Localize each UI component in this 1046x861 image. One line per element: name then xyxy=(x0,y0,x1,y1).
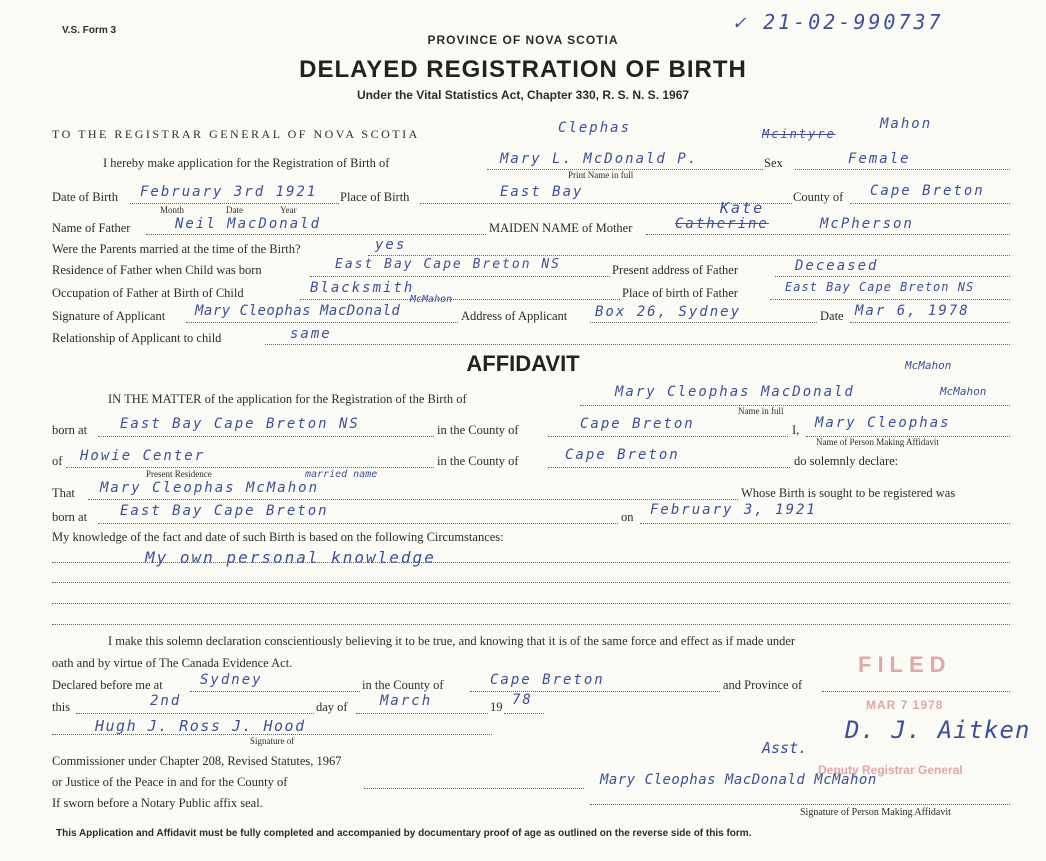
name-above-right-value: Mahon xyxy=(880,116,933,132)
filed-stamp: FILED xyxy=(858,652,952,677)
sig-person-caption: Signature of Person Making Affidavit xyxy=(800,807,951,818)
county3-line xyxy=(470,691,720,692)
commissioner-label: Commissioner under Chapter 208, Revised Statutes, 1967 xyxy=(52,754,342,768)
residence-label: Residence of Father when Child was born xyxy=(52,263,262,277)
year-caption: Year xyxy=(280,205,297,215)
sex-label: Sex xyxy=(764,156,783,170)
father-line xyxy=(146,234,486,235)
relationship-label: Relationship of Applicant to child xyxy=(52,331,222,345)
father-label: Name of Father xyxy=(52,221,131,235)
place-birth-father-label: Place of birth of Father xyxy=(622,286,738,300)
residence-affidavit-line xyxy=(66,467,434,468)
day-of-label: day of xyxy=(316,700,348,714)
signature-of-caption: Signature of xyxy=(250,736,295,746)
child-name-value: Mary L. McDonald P. xyxy=(500,151,699,167)
knowledge-line-3 xyxy=(52,603,1010,604)
signature-value: Mary Cleophas MacDonald xyxy=(195,303,401,319)
address-line xyxy=(590,322,817,323)
filed-date-stamp: MAR 7 1978 xyxy=(866,698,944,712)
address-label: Address of Applicant xyxy=(461,309,568,323)
present-address-line xyxy=(775,276,1010,277)
born-at2-label: born at xyxy=(52,510,88,524)
place-birth-father-line xyxy=(770,299,1010,300)
registrar-signature: D. J. Aitken xyxy=(845,716,1031,744)
matter-label: IN THE MATTER of the application for the Registration of the Birth of xyxy=(108,392,467,406)
hereby-label: I hereby make application for the Registration of Birth of xyxy=(103,156,390,170)
year-line xyxy=(504,713,544,714)
that-value: Mary Cleophas McMahon xyxy=(100,480,320,496)
person-signature: Mary Cleophas MacDonald McMahon xyxy=(600,772,877,788)
i-label: I, xyxy=(792,423,800,437)
married-value: yes xyxy=(375,237,407,253)
month-caption: Month xyxy=(160,205,185,215)
signature-above-value: McMahon xyxy=(410,294,453,305)
sex-line xyxy=(795,169,1010,170)
affidavit-name-above-value: McMahon xyxy=(905,359,952,372)
knowledge-label: My knowledge of the fact and date of such Birth is based on the following Circumstances: xyxy=(52,530,504,544)
name-struck-value: Mcintyre xyxy=(762,127,836,141)
county3-value: Cape Breton xyxy=(490,672,605,688)
born-at-value: East Bay Cape Breton NS xyxy=(120,416,360,432)
solemn-line-1: I make this solemn declaration conscientiously believing it to be true, and knowing that it is of the same force and effect as if made under xyxy=(108,634,796,648)
year-value: 78 xyxy=(512,692,533,708)
dob-line xyxy=(130,203,339,204)
county-value: Cape Breton xyxy=(870,183,985,199)
residence-value: East Bay Cape Breton NS xyxy=(335,257,562,272)
mother-struck-value: Catherine xyxy=(675,216,769,232)
married-label: Were the Parents married at the time of the Birth? xyxy=(52,242,301,256)
knowledge-line-1 xyxy=(52,562,1010,563)
justice-line xyxy=(364,788,584,789)
affidavit-title: AFFIDAVIT xyxy=(466,351,580,376)
born-at-line xyxy=(98,436,434,437)
declared-line xyxy=(190,691,360,692)
occupation-value: Blacksmith xyxy=(310,280,415,296)
date-field-label: Date xyxy=(820,309,844,323)
notary-label: If sworn before a Notary Public affix seal. xyxy=(52,796,263,810)
knowledge-value: My own personal knowledge xyxy=(145,548,436,567)
that-label: That xyxy=(52,486,75,500)
address-value: Box 26, Sydney xyxy=(595,304,742,320)
province-heading: PROVINCE OF NOVA SCOTIA xyxy=(427,33,619,47)
occupation-line xyxy=(300,299,620,300)
declared-label: Declared before me at xyxy=(52,678,163,692)
solemn-line-2: oath and by virtue of The Canada Evidence Act. xyxy=(52,656,293,670)
relationship-line xyxy=(265,344,1010,345)
place-of-birth-value: East Bay xyxy=(500,184,584,200)
affidavit-name-value: Mary Cleophas MacDonald xyxy=(615,384,855,400)
place-of-birth-label: Place of Birth xyxy=(340,190,410,204)
matter-line xyxy=(580,405,1010,406)
on-line xyxy=(640,523,1010,524)
commissioner-signature: Hugh J. Ross J. Hood xyxy=(95,717,306,735)
on-value: February 3, 1921 xyxy=(650,502,817,518)
name-in-full-caption: Name in full xyxy=(738,406,784,416)
knowledge-line-2 xyxy=(52,582,1010,583)
on-label: on xyxy=(621,510,634,524)
justice-label: or Justice of the Peace in and for the County of xyxy=(52,775,288,789)
sex-value: Female xyxy=(848,151,911,167)
mother-label: MAIDEN NAME of Mother xyxy=(489,221,633,235)
person-value: Mary Cleophas xyxy=(815,415,951,431)
file-number: ✓ 21-02-990737 xyxy=(733,10,944,34)
date-field-line xyxy=(850,322,1010,323)
occupation-label: Occupation of Father at Birth of Child xyxy=(52,286,244,300)
county2-value: Cape Breton xyxy=(565,447,680,463)
month-line xyxy=(356,713,488,714)
that-above-value: married name xyxy=(305,469,378,480)
province-line xyxy=(822,691,1010,692)
present-address-label: Present address of Father xyxy=(612,263,739,277)
whose-birth-label: Whose Birth is sought to be registered was xyxy=(741,486,956,500)
dob-label: Date of Birth xyxy=(52,190,118,204)
name-above-value: Clephas xyxy=(558,120,632,136)
this-label: this xyxy=(52,700,71,714)
mother-line xyxy=(646,234,1010,235)
asst-value: Asst. xyxy=(762,739,808,757)
person-caption: Name of Person Making Affidavit xyxy=(816,437,939,447)
person-sig-line xyxy=(590,804,1010,805)
county-affidavit-label: in the County of xyxy=(437,423,519,437)
married-line xyxy=(368,255,1010,256)
that-line xyxy=(88,499,738,500)
footer-note: This Application and Affidavit must be fully completed and accompanied by documentary proof of age as outlined on the reverse side of this form. xyxy=(56,828,752,839)
county3-label: in the County of xyxy=(362,678,444,692)
form-title: DELAYED REGISTRATION OF BIRTH xyxy=(299,56,747,83)
signature-line xyxy=(186,322,458,323)
residence-line xyxy=(310,276,610,277)
date-field-value: Mar 6, 1978 xyxy=(855,303,970,319)
month-value: March xyxy=(380,693,433,709)
province-label: and Province of xyxy=(723,678,803,692)
year-prefix: 19 xyxy=(490,700,503,714)
dob-value: February 3rd 1921 xyxy=(140,184,318,200)
relationship-value: same xyxy=(290,326,332,342)
mother-value: McPherson xyxy=(820,216,914,232)
present-residence-caption: Present Residence xyxy=(146,469,212,479)
day-value: 2nd xyxy=(150,693,182,709)
born-at-label: born at xyxy=(52,423,88,437)
county-label: County of xyxy=(793,190,844,204)
born-at2-value: East Bay Cape Breton xyxy=(120,503,329,519)
born-at2-line xyxy=(98,523,618,524)
of-label: of xyxy=(52,454,63,468)
county-affidavit-line xyxy=(548,436,788,437)
father-value: Neil MacDonald xyxy=(175,216,322,232)
form-number: V.S. Form 3 xyxy=(62,25,117,36)
form-subtitle: Under the Vital Statistics Act, Chapter 330, R. S. N. S. 1967 xyxy=(356,88,690,102)
day-line xyxy=(76,713,314,714)
affidavit-name-suffix-value: McMahon xyxy=(940,385,987,398)
declare-label: do solemnly declare: xyxy=(794,454,899,468)
place-birth-father-value: East Bay Cape Breton NS xyxy=(785,280,975,294)
print-name-caption: Print Name in full xyxy=(568,170,634,180)
present-address-value: Deceased xyxy=(795,258,879,274)
to-registrar-line: TO THE REGISTRAR GENERAL OF NOVA SCOTIA xyxy=(52,127,420,141)
county-affidavit-value: Cape Breton xyxy=(580,416,695,432)
commissioner-sig-line xyxy=(52,734,492,735)
mother-above-value: Kate xyxy=(720,199,765,217)
county-line xyxy=(850,203,1010,204)
residence-affidavit-value: Howie Center xyxy=(80,448,206,464)
county2-line xyxy=(548,467,790,468)
date-caption: Date xyxy=(226,205,243,215)
signature-label: Signature of Applicant xyxy=(52,309,166,323)
knowledge-line-4 xyxy=(52,624,1010,625)
declared-value: Sydney xyxy=(200,672,263,688)
deputy-stamp: Deputy Registrar General xyxy=(818,763,963,777)
county2-label: in the County of xyxy=(437,454,519,468)
